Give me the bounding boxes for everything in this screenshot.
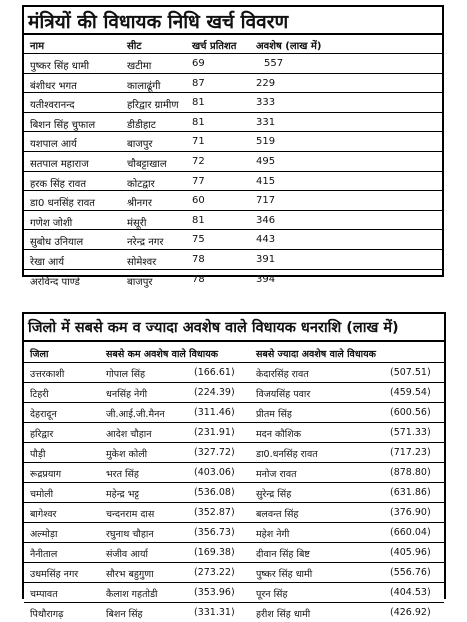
table-row [24,463,444,483]
table-row [24,403,444,423]
balance-amount: 495 [256,155,276,167]
highest-balance: (404.53) [390,587,431,598]
district-name: चमोली [30,489,54,500]
table2-title: जिलो में सबसे कम व ज्यादा अवशेष वाले विधायक धनराशि (लाख में) [24,314,444,342]
mla-name: डा0 धनसिंह रावत [30,198,95,210]
lowest-mla-name: कैलाश गहतोडी [106,589,158,600]
highest-balance: (426.92) [390,607,431,618]
district-name: पिथौरागढ़ [30,609,64,620]
highest-mla-name: सुरेन्द्र सिंह [256,489,292,500]
expense-percent: 75 [192,234,205,246]
expense-percent: 72 [192,155,205,167]
district-name: उधमसिंह नगर [30,569,79,580]
table-row [24,383,444,403]
balance-amount: 394 [256,273,276,285]
seat-name: मंसूरी [127,217,147,229]
highest-balance: (660.04) [390,527,431,538]
table-row [24,172,442,192]
lowest-balance: (403.06) [194,467,235,478]
expense-percent: 81 [192,116,205,128]
lowest-balance: (353.96) [194,587,235,598]
lowest-balance: (331.31) [194,607,235,618]
lowest-mla-name: महेन्द्र भट्ट [106,489,140,500]
seat-name: हरिद्वार ग्रामीण [127,100,179,112]
lowest-balance: (273.22) [194,567,235,578]
table2-header-row [24,342,444,363]
expense-percent: 78 [192,253,205,265]
highest-mla-name: केदारसिंह रावत [256,369,309,380]
balance-amount: 331 [256,116,276,128]
district-name: टिहरी [30,389,49,400]
mla-name: यतीश्वरानन्द [30,100,75,112]
lowest-balance: (536.08) [194,487,235,498]
table-row [24,93,442,113]
lowest-mla-name: रघुनाथ चौहान [106,529,154,540]
lowest-balance: (356.73) [194,527,235,538]
table-row [24,211,442,231]
lowest-balance: (169.38) [194,547,235,558]
seat-name: बाजपुर [127,139,153,151]
lowest-mla-name: सौरभ बहुगुणा [106,569,154,580]
mla-name: बिशन सिंह चुफाल [30,119,96,131]
table-row [24,230,442,250]
lowest-balance: (311.46) [194,407,235,418]
balance-amount: 717 [256,195,276,207]
mla-name: यशपाल आर्य [30,139,77,151]
seat-name: श्रीनगर [127,198,152,210]
seat-name: चौबट्टाखाल [127,158,167,170]
table-row [24,250,442,270]
table-row [24,152,442,172]
seat-name: बाजपुर [127,276,153,288]
balance-amount: 346 [256,214,276,226]
expense-percent: 81 [192,214,205,226]
balance-amount: 415 [256,175,276,187]
seat-name: खटीमा [127,61,152,72]
table-row [24,563,444,583]
lowest-balance: (231.91) [194,427,235,438]
lowest-mla-name: भरत सिंह [106,469,139,480]
table1-title: मंत्रियों की विधायक निधि खर्च विवरण [24,7,442,35]
lowest-balance: (224.39) [194,387,235,398]
balance-amount: 557 [264,58,284,69]
highest-balance: (507.51) [390,367,431,378]
mla-name: हरक सिंह रावत [30,178,87,190]
header-lowest-balance: सबसे कम अवशेष वाले विधायक [106,349,219,360]
district-name: रूद्रप्रयाग [30,469,62,480]
balance-amount: 229 [256,77,276,89]
table1-body [24,54,442,288]
expense-percent: 71 [192,136,205,148]
highest-balance: (405.96) [390,547,431,558]
mla-name: बंशीधर भगत [30,80,77,92]
mla-name: पुष्कर सिंह धामी [30,61,90,72]
highest-mla-name: हरीश सिंह धामी [256,609,311,620]
expense-percent: 78 [192,273,205,285]
mla-name: सतपाल महाराज [30,158,89,170]
district-name: चम्पावत [30,589,58,600]
seat-name: कालाढूंगी [127,80,161,92]
lowest-mla-name: संजीव आर्या [106,549,148,560]
balance-amount: 519 [256,136,276,148]
expense-percent: 81 [192,97,205,109]
table-row [24,603,444,622]
table-row [24,132,442,152]
table-row [24,363,444,383]
table-row [24,483,444,503]
highest-mla-name: पुष्कर सिंह धामी [256,569,313,580]
seat-name: सोमेश्वर [127,256,157,268]
balance-amount: 391 [256,253,276,265]
highest-mla-name: मनोज रावत [256,469,297,480]
district-name: नैनीताल [30,549,58,560]
header-district: जिला [30,349,49,360]
table-row [24,583,444,603]
table-row [24,503,444,523]
expense-percent: 87 [192,77,205,89]
lowest-mla-name: चन्दनराम दास [106,509,155,520]
district-name: देहरादून [30,409,57,420]
highest-balance: (717.23) [390,447,431,458]
balance-amount: 443 [256,234,276,246]
mla-name: सुबोध उनियाल [30,237,84,249]
highest-balance: (878.80) [390,467,431,478]
highest-balance: (556.76) [390,567,431,578]
highest-mla-name: प्रीतम सिंह [256,409,292,420]
highest-balance: (459.54) [390,387,431,398]
expense-percent: 60 [192,195,205,207]
table-row [24,74,442,94]
header-highest-balance: सबसे ज्यादा अवशेष वाले विधायक [256,349,376,360]
table-row [24,270,442,289]
district-name: बागेश्वर [30,509,57,520]
highest-balance: (376.90) [390,507,431,518]
highest-mla-name: विजयसिंह पवार [256,389,311,400]
district-name: हरिद्वार [30,429,54,440]
highest-balance: (600.56) [390,407,431,418]
table-row [24,543,444,563]
highest-mla-name: डा0.धनसिंह रावत [256,449,318,460]
district-name: पौड़ी [30,449,46,460]
table-row [24,113,442,133]
table2-body [24,363,444,622]
seat-name: नरेन्द्र नगर [127,237,164,249]
highest-balance: (571.33) [390,427,431,438]
table1-header-row [24,35,442,54]
lowest-mla-name: धनसिंह नेगी [106,389,148,400]
lowest-balance: (327.72) [194,447,235,458]
lowest-balance: (166.61) [194,367,235,378]
district-balance-table [22,312,446,620]
district-name: उत्तरकाशी [30,369,65,380]
district-name: अल्मोड़ा [30,529,58,540]
highest-mla-name: बलवन्त सिंह [256,509,299,520]
seat-name: कोटद्वार [127,178,155,190]
mla-name: गणेश जोशी [30,217,73,229]
table-row [24,523,444,543]
highest-balance: (631.86) [390,487,431,498]
header-seat: सीट [127,41,142,52]
mla-name: रेखा आर्य [30,256,65,268]
header-expense-percent: खर्च प्रतिशत [192,41,237,52]
lowest-balance: (352.87) [194,507,235,518]
header-name: नाम [30,41,45,52]
table-row [24,54,442,74]
lowest-mla-name: जी.आई.जी.मैनन [106,409,165,420]
highest-mla-name: महेश नेगी [256,529,290,540]
expense-percent: 69 [192,58,205,69]
highest-mla-name: पूरन सिंह [256,589,288,600]
mla-fund-expense-table [22,5,444,288]
lowest-mla-name: मुकेश कोली [106,449,148,460]
header-balance: अवशेष (लाख में) [256,41,322,52]
mla-name: अरविन्द पाण्डे [30,276,80,288]
lowest-mla-name: बिशन सिंह [106,609,143,620]
lowest-mla-name: आदेश चौहान [106,429,152,440]
seat-name: डीडीहाट [127,119,156,131]
table-row [24,443,444,463]
highest-mla-name: मदन कौशिक [256,429,301,440]
table-row [24,423,444,443]
expense-percent: 77 [192,175,205,187]
highest-mla-name: दीवान सिंह बिष्ट [256,549,310,560]
lowest-mla-name: गोपाल सिंह [106,369,146,380]
table-row [24,191,442,211]
balance-amount: 333 [256,97,276,109]
